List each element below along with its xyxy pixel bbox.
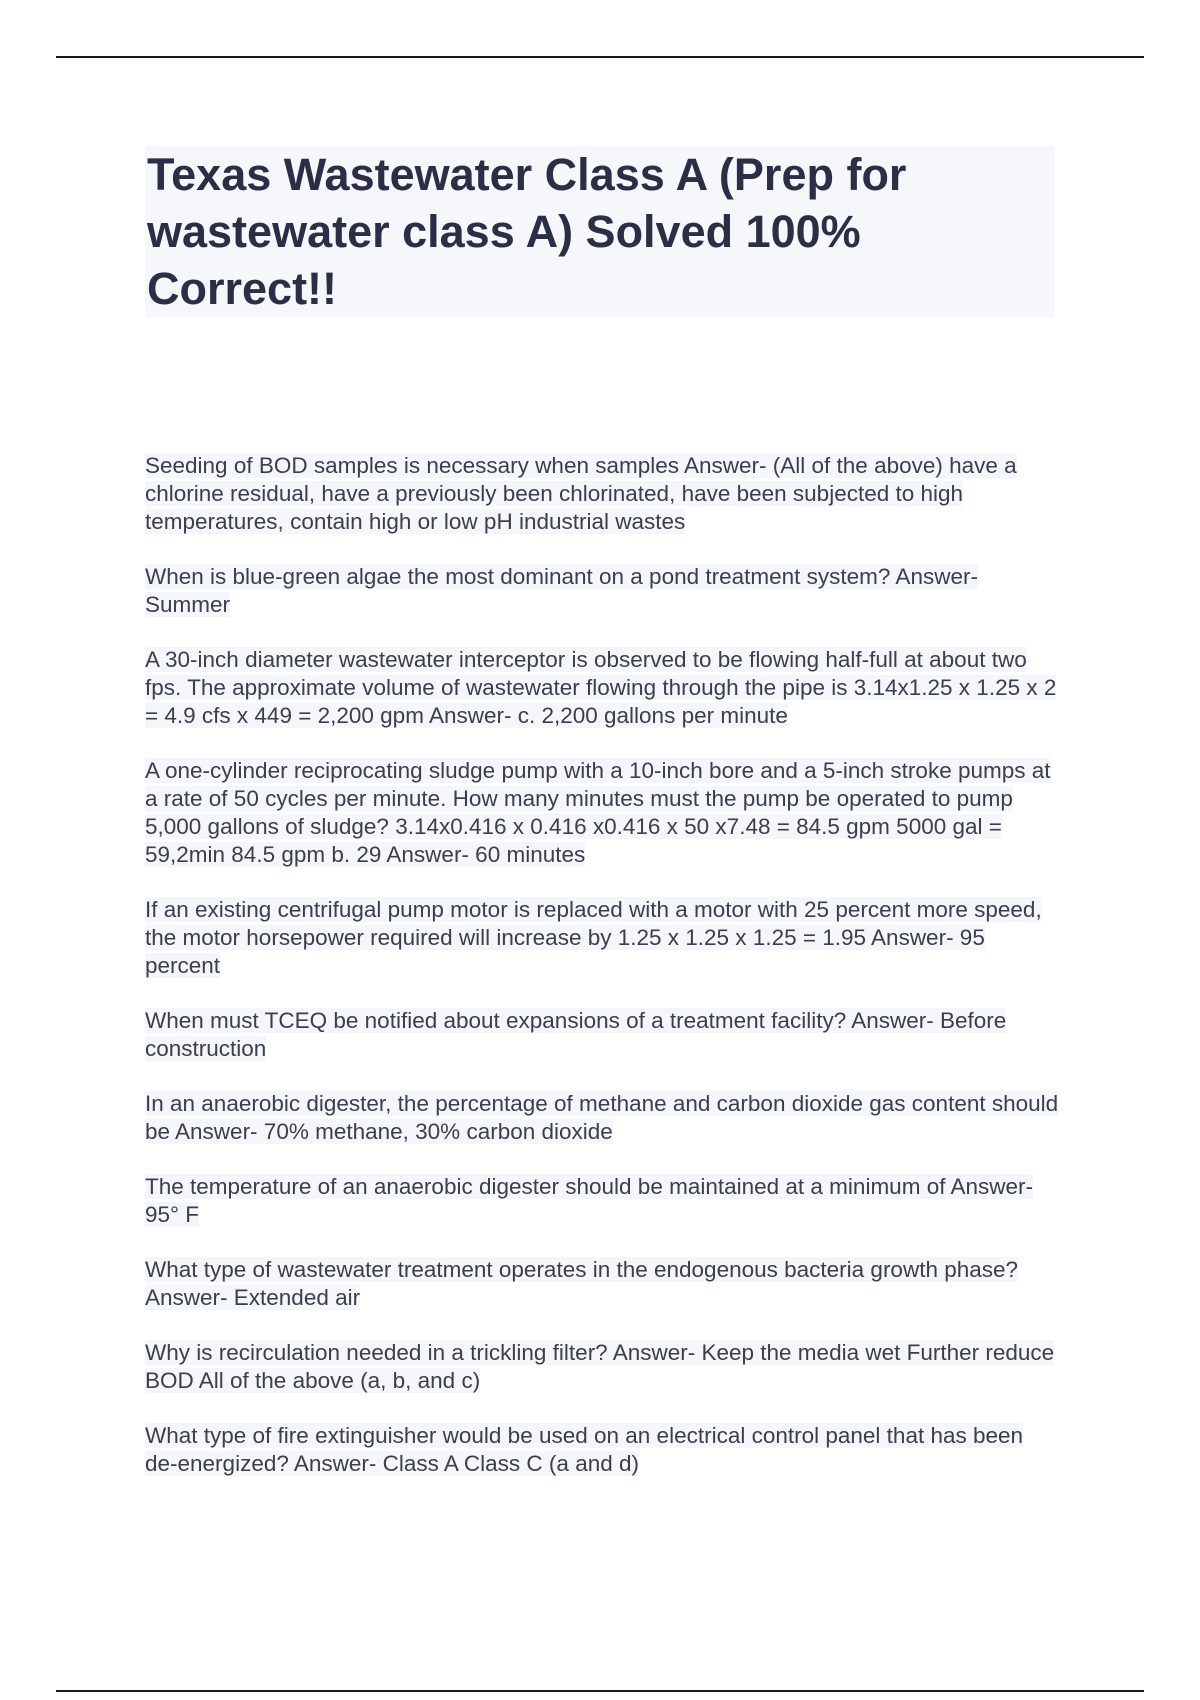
qa-item [145, 563, 1060, 619]
qa-item [145, 1339, 1060, 1395]
qa-text: The temperature of an anaerobic digester should be maintained at a minimum of Answer- 95° F [145, 1174, 1033, 1227]
qa-list [145, 452, 1060, 1505]
qa-text: What type of fire extinguisher would be used on an electrical control panel that has been de-energized? Answer- Class A Class C (a and d) [145, 1423, 1024, 1476]
qa-text: When must TCEQ be notified about expansions of a treatment facility? Answer- Before construction [145, 1008, 1007, 1061]
qa-text: If an existing centrifugal pump motor is replaced with a motor with 25 percent more speed, the motor horsepower required will increase by 1.25 x 1.25 x 1.25 = 1.95 Answer- 95 percent [145, 897, 1042, 978]
qa-text: A one-cylinder reciprocating sludge pump with a 10-inch bore and a 5-inch stroke pumps at a rate of 50 cycles per minute. How many minutes must the pump be operated to pump 5,000 gallons of sludge? 3.14x0.416 x 0.416 x0.416 x 50 x7.48 = 84.5 gpm 5000 gal = 59,2min 84.5 gpm b. 29 Answer- 60 minutes [145, 758, 1051, 867]
qa-text: Seeding of BOD samples is necessary when samples Answer- (All of the above) have a chlorine residual, have a previously been chlorinated, have been subjected to high temperatures, contain high or low pH industrial wastes [145, 453, 1017, 534]
title-block [145, 146, 1055, 317]
bottom-divider [56, 1690, 1144, 1692]
top-divider [56, 56, 1144, 58]
qa-text: Why is recirculation needed in a trickling filter? Answer- Keep the media wet Further reduce BOD All of the above (a, b, and c) [145, 1340, 1055, 1393]
qa-text: What type of wastewater treatment operates in the endogenous bacteria growth phase? Answer- Extended air [145, 1257, 1019, 1310]
qa-text: A 30-inch diameter wastewater interceptor is observed to be flowing half-full at about two fps. The approximate volume of wastewater flowing through the pipe is 3.14x1.25 x 1.25 x 2 = 4.9 cfs x 449 = 2,200 gpm Answer- c. 2,200 gallons per minute [145, 647, 1057, 728]
qa-text: In an anaerobic digester, the percentage of methane and carbon dioxide gas content should be Answer- 70% methane, 30% carbon dioxide [145, 1091, 1059, 1144]
qa-item [145, 1422, 1060, 1478]
qa-item [145, 1090, 1060, 1146]
document-title: Texas Wastewater Class A (Prep for wastewater class A) Solved 100% Correct!! [147, 149, 907, 314]
qa-text: When is blue-green algae the most dominant on a pond treatment system? Answer- Summer [145, 564, 978, 617]
qa-item [145, 1256, 1060, 1312]
qa-item [145, 896, 1060, 980]
qa-item [145, 1173, 1060, 1229]
qa-item [145, 452, 1060, 536]
qa-item [145, 1007, 1060, 1063]
qa-item [145, 646, 1060, 730]
qa-item [145, 757, 1060, 869]
